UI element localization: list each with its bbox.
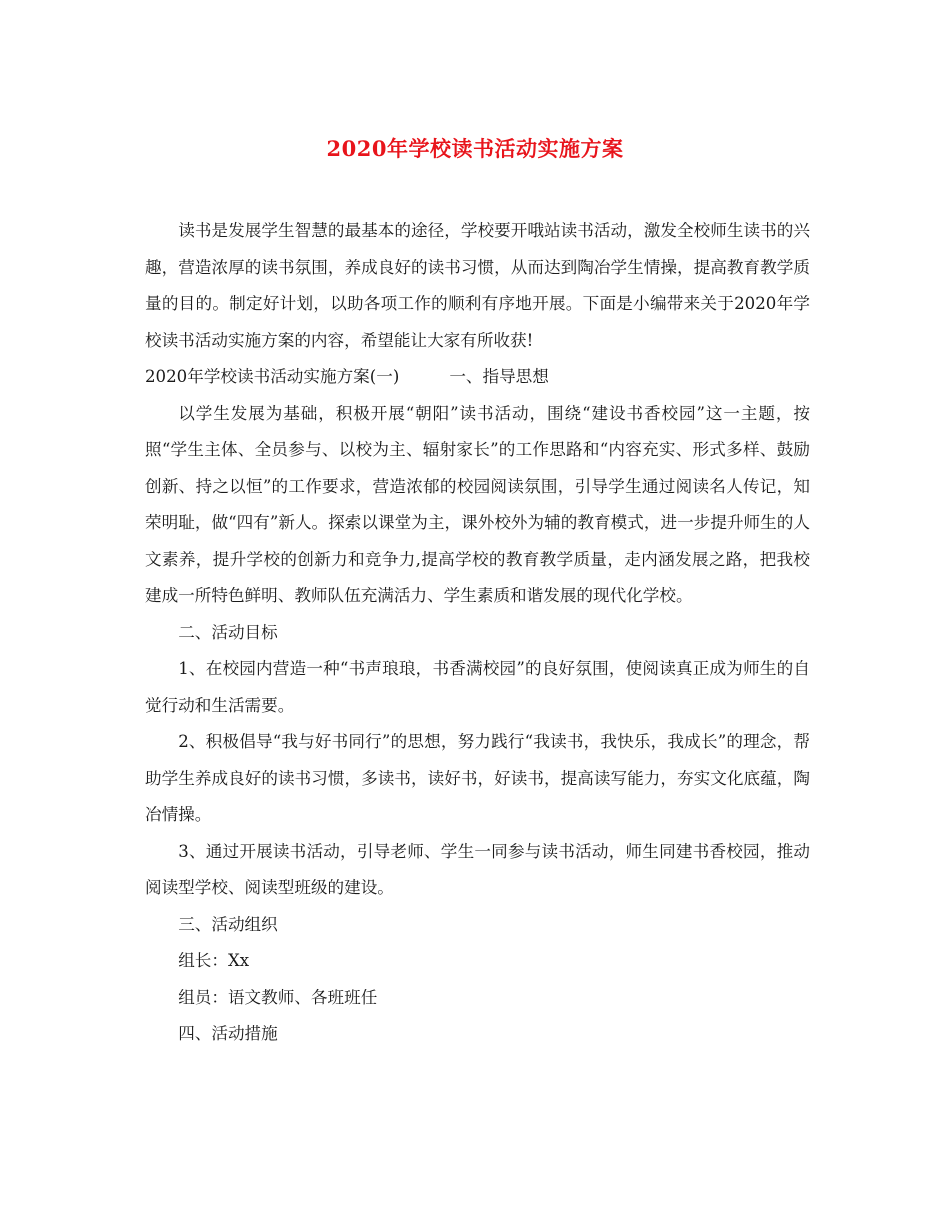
- goal-item-1: 1、在校园内营造一种“书声琅琅，书香满校园”的良好氛围，使阅读真正成为师生的自觉行动和生活需要。: [145, 659, 810, 715]
- document-body: [145, 213, 810, 1053]
- goal-item-2: 2、积极倡导“我与好书同行”的思想，努力践行“我读书，我快乐，我成长”的理念，帮助学生养成良好的读书习惯，多读书，读好书，好读书，提高读写能力，夯实文化底蕴，陶冶情操。: [145, 732, 810, 824]
- section-heading-measures: 四、活动措施: [178, 1024, 278, 1043]
- org-leader: 组长：Xx: [178, 951, 250, 970]
- org-members: 组员：语文教师、各班班任: [178, 987, 378, 1007]
- intro-paragraph: 读书是发展学生智慧的最基本的途径，学校要开哦站读书活动，激发全校师生读书的兴趣，营造浓厚的读书氛围，养成良好的读书习惯，从而达到陶冶学生情操，提高教育教学质量的目的。制定好计划，以助各项工作的顺利有序地开展。下面是小编带来关于2020年学校读书活动实施方案的内容，希望能让大家有所收获!: [145, 221, 810, 350]
- guiding-paragraph: 以学生发展为基础，积极开展“朝阳”读书活动，围绕“建设书香校园”这一主题，按照“学生主体、全员参与、以校为主、辐射家长”的工作思路和“内容充实、形式多样、鼓励创新、持之以恒”的工作要求，营造浓郁的校园阅读氛围，引导学生通过阅读名人传记，知荣明耻，做“四有”新人。探索以课堂为主，课外校外为辅的教育模式，进一步提升师生的人文素养，提升学校的创新力和竞争力,提高学校的教育教学质量，走内涵发展之路，把我校建成一所特色鲜明、教师队伍充满活力、学生素质和谐发展的现代化学校。: [145, 403, 810, 605]
- section-label: 2020年学校读书活动实施方案(一): [145, 367, 400, 386]
- section-heading-guiding: 一、指导思想: [449, 367, 549, 386]
- document-title: 2020年学校读书活动实施方案: [326, 136, 624, 161]
- goal-item-3: 3、通过开展读书活动，引导老师、学生一同参与读书活动，师生同建书香校园，推动阅读型学校、阅读型班级的建设。: [145, 841, 810, 897]
- section-heading-organization: 三、活动组织: [178, 914, 278, 934]
- section-line: [145, 359, 810, 396]
- section-heading-goals: 二、活动目标: [178, 622, 278, 642]
